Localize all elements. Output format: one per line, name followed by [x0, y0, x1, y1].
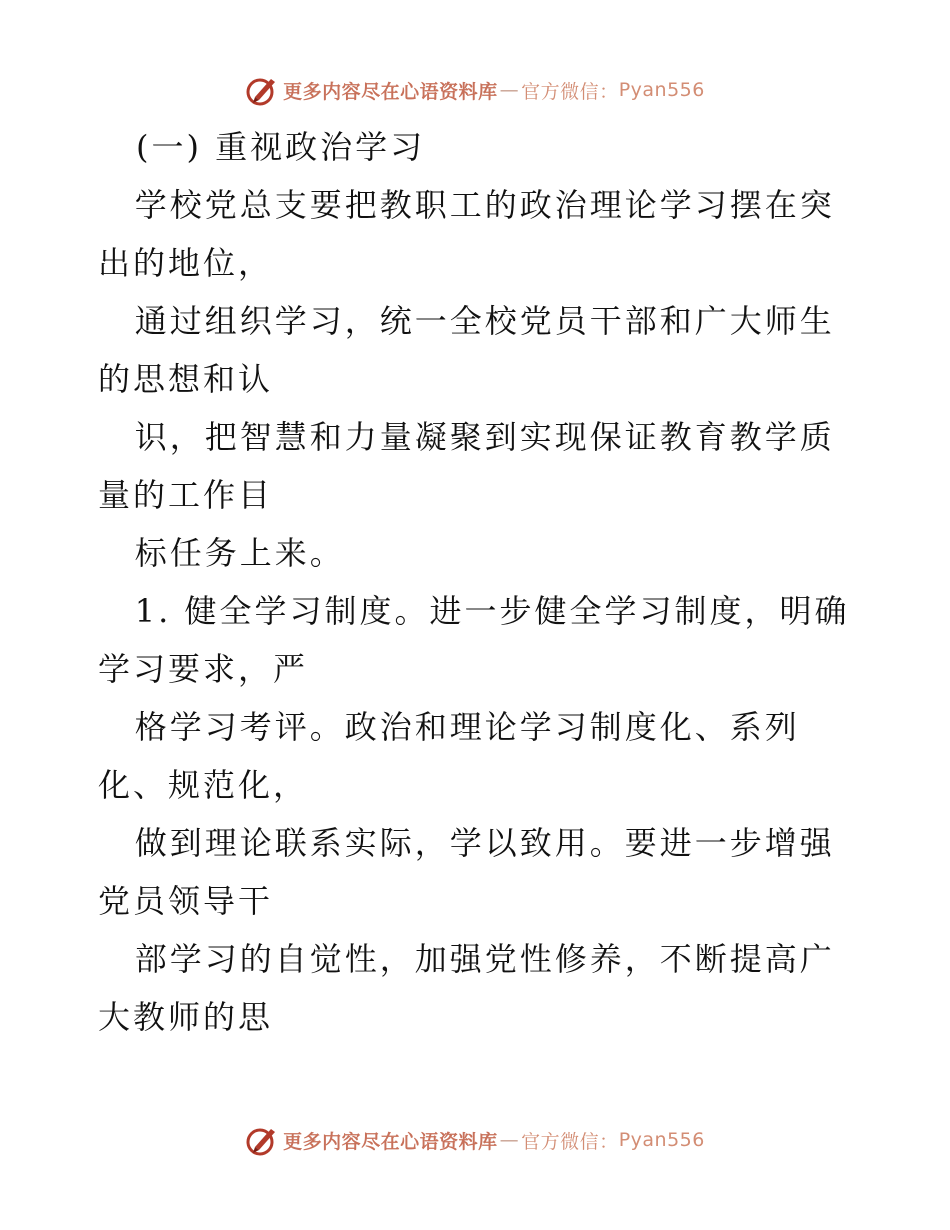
- watermark-banner-bottom: [0, 1120, 950, 1160]
- paragraph: 标任务上来。: [134, 534, 345, 572]
- paragraph: 做到理论联系实际，学以致用。要进一步增强党员领导干: [98, 824, 835, 920]
- pen-logo-icon: [245, 1123, 279, 1157]
- wechat-label: 官方微信：: [521, 80, 619, 103]
- section-heading: (一) 重视政治学习: [136, 128, 426, 166]
- wechat-id: Pyan556: [618, 1129, 705, 1151]
- paragraph: 格学习考评。政治和理论学习制度化、系列化、规范化，: [98, 708, 800, 804]
- brand-text: 更多内容尽在心语资料库: [283, 1130, 498, 1153]
- banner-separator: —: [499, 1129, 520, 1151]
- watermark-banner-top: [0, 70, 950, 110]
- wechat-id: Pyan556: [618, 79, 705, 101]
- wechat-label: 官方微信：: [521, 1130, 619, 1153]
- pen-logo-icon: [245, 73, 279, 107]
- paragraph: 识，把智慧和力量凝聚到实现保证教育教学质量的工作目: [98, 418, 835, 514]
- banner-separator: —: [499, 79, 520, 101]
- paragraph: 部学习的自觉性，加强党性修养，不断提高广大教师的思: [98, 940, 835, 1036]
- paragraph: 学校党总支要把教职工的政治理论学习摆在突出的地位，: [98, 186, 835, 282]
- document-body: [98, 118, 858, 1046]
- paragraph: 通过组织学习，统一全校党员干部和广大师生的思想和认: [98, 302, 835, 398]
- brand-text: 更多内容尽在心语资料库: [283, 80, 498, 103]
- paragraph: 1. 健全学习制度。进一步健全学习制度，明确学习要求，严: [98, 592, 850, 688]
